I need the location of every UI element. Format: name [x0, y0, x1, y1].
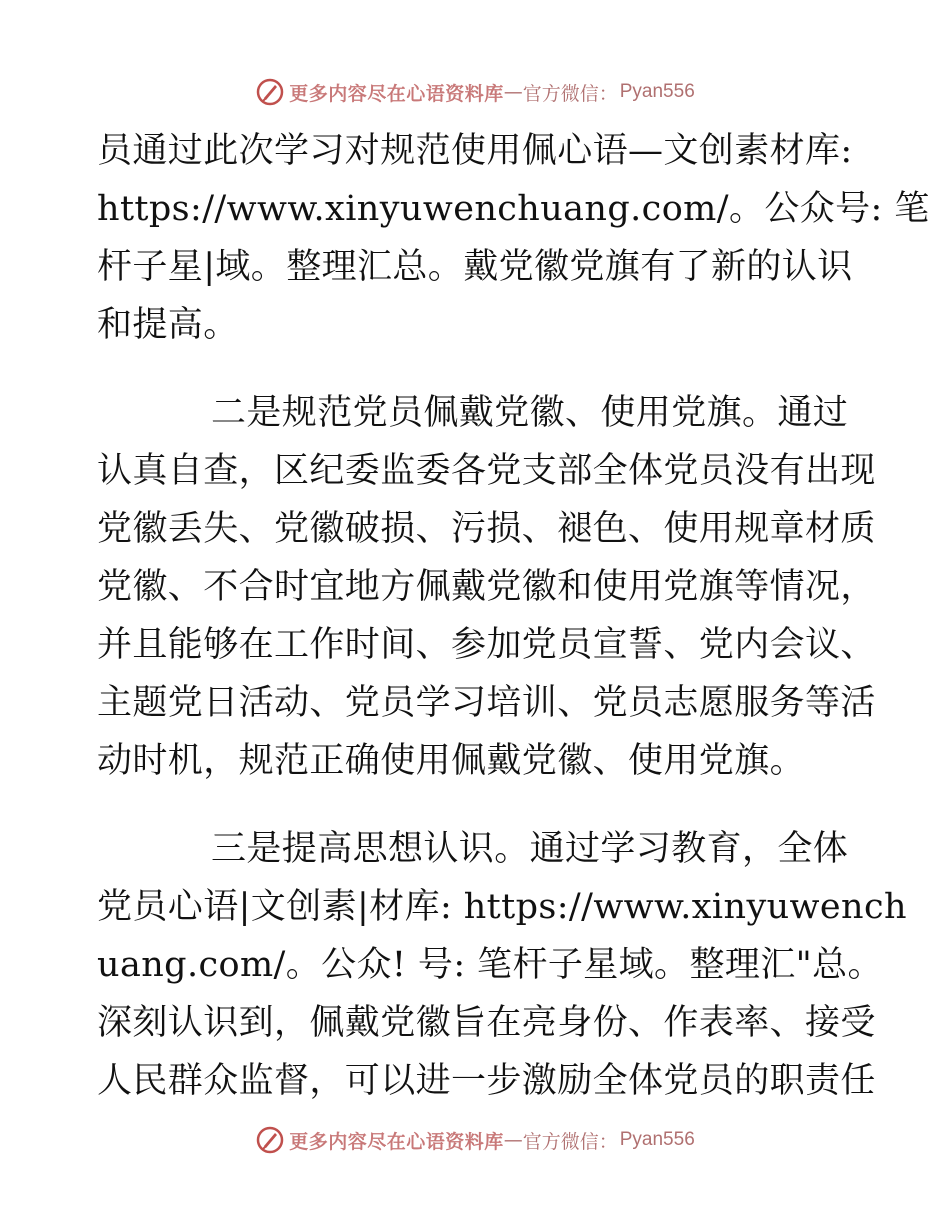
- banner-main-text: 更多内容尽在心语资料库: [289, 82, 504, 105]
- text-line: 人民群众监督，可以进一步激励全体党员的职责任: [97, 1061, 876, 1101]
- header-banner: [0, 72, 950, 112]
- banner-main-text: 更多内容尽在心语资料库: [289, 1130, 504, 1153]
- paragraph-3: [97, 820, 907, 1110]
- banner-account-id: Pyan556: [619, 81, 695, 102]
- text-line: 党徽丢失、党徽破损、污损、褪色、使用规章材质: [97, 509, 876, 549]
- banner-official-label: 官方微信：: [522, 1130, 618, 1153]
- document-body: [97, 122, 930, 1110]
- text-line: 党员心语|文创素|材库: https://www.xinyuwench: [97, 887, 907, 927]
- banner-official-label: 官方微信：: [522, 82, 618, 105]
- banner-account-id: Pyan556: [619, 1129, 695, 1150]
- paragraph-1: [97, 122, 930, 354]
- text-line: uang.com/。公众! 号: 笔杆子星域。整理汇"总。: [97, 945, 883, 985]
- text-line: 杆子星|域。整理汇总。戴党徽党旗有了新的认识: [97, 247, 853, 287]
- text-line: 二是规范党员佩戴党徽、使用党旗。通过: [211, 393, 849, 433]
- text-line: 并且能够在工作时间、参加党员宣誓、党内会议、: [97, 625, 876, 665]
- text-line: https://www.xinyuwenchuang.com/。公众号: 笔: [97, 189, 930, 229]
- text-line: 认真自查，区纪委监委各党支部全体党员没有出现: [97, 451, 876, 491]
- banner-dash: —: [503, 1129, 523, 1151]
- banner-dash: —: [503, 81, 523, 103]
- paragraph-2: [97, 384, 876, 790]
- text-line: 和提高。: [97, 305, 239, 345]
- quill-logo-icon: [255, 1125, 285, 1155]
- text-line: 员通过此次学习对规范使用佩心语—文创素材库:: [97, 131, 853, 171]
- text-line: 深刻认识到，佩戴党徽旨在亮身份、作表率、接受: [97, 1003, 876, 1043]
- text-line: 主题党日活动、党员学习培训、党员志愿服务等活: [97, 683, 876, 723]
- text-line: 党徽、不合时宜地方佩戴党徽和使用党旗等情况，: [97, 567, 876, 607]
- text-line: 动时机，规范正确使用佩戴党徽、使用党旗。: [97, 741, 806, 781]
- text-line: 三是提高思想认识。通过学习教育，全体: [211, 829, 849, 869]
- footer-banner: [0, 1120, 950, 1160]
- quill-logo-icon: [255, 77, 285, 107]
